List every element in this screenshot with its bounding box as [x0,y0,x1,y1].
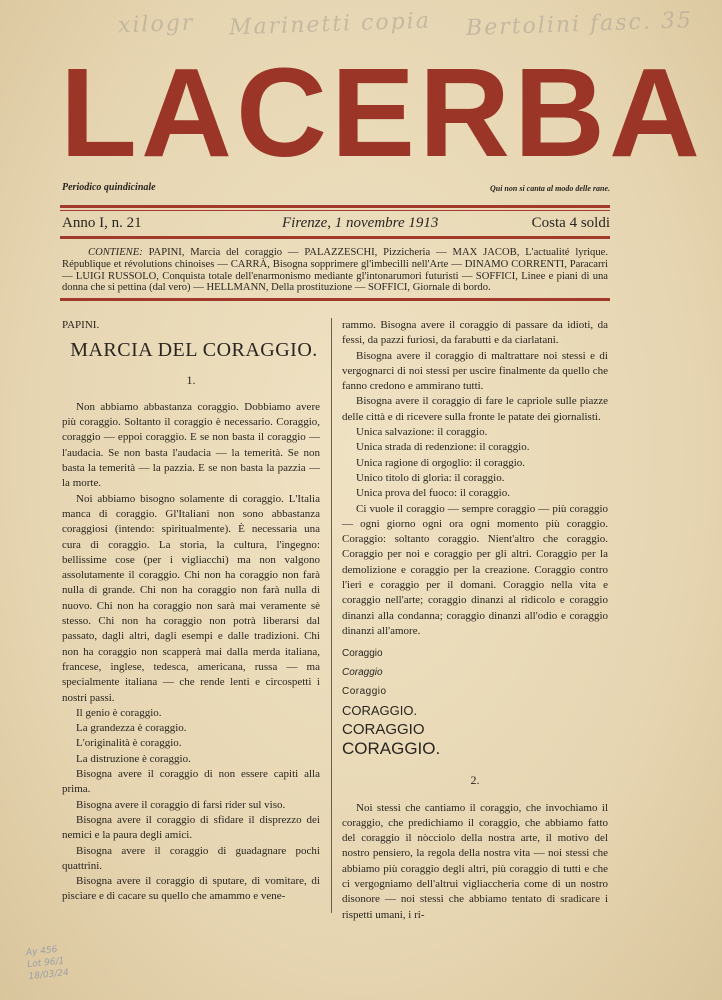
red-rule-top-thin [60,210,610,211]
paragraph: Unico titolo di gloria: il coraggio. [356,471,505,484]
red-rule-top [60,205,610,208]
paragraph: Bisogna avere il coraggio di farsi rider sul viso. [76,798,286,811]
table-of-contents [62,247,608,294]
crescendo-word: Coraggio [342,648,383,660]
paragraph: Noi abbiamo bisogno solamente di coraggio. L'Italia manca di coraggio. Gl'Italiani non sono abbastanza coraggiosi (intendo: spiritualmente). È necessaria una cura di coraggio. La storia, la cultura, l'ingegno: bellissime cose (per i vigliacchi) ma non valgono assolutamente il coraggio. Chi non ha coraggio non farà nulla di grande. Chi non ha coraggio non farà nulla di nuovo. Chi non ha coraggio non sarà mai veramente sè stesso. Chi non ha coraggio non potrà liberarsi dal passato, dagli altri, dagli esempi e dalle tradizioni. Chi non ha coraggio non scapperà mai dalla merda italiana, francese, inglese, tedesca, americana, russa — ma specialmente italiana — che rende lenti e circospetti i nostri passi. [62,492,320,704]
article-author: PAPINI. [62,319,100,331]
issue-number: Anno I, n. 21 [62,215,142,231]
price: Costa 4 soldi [531,215,610,231]
paragraph: Bisogna avere il coraggio di guadagnare pochi quattrini. [62,844,320,872]
paragraph: Bisogna avere il coraggio di sfidare il disprezzo dei nemici e la paura degli amici. [62,813,320,842]
paragraph: La grandezza è coraggio. [76,722,187,735]
stamp-line: Lot 96/1 [26,956,65,971]
archive-stamp [25,941,90,999]
dateline: Firenze, 1 novembre 1913 [282,215,439,231]
paragraph: Bisogna avere il coraggio di maltrattare noi stessi e di vergognarci di noi stessi per uscire finalmente da quello che fanno credono e ammirano tutti. [342,349,608,393]
crescendo-word: CORAGGIO. [342,703,418,719]
contents-text: PAPINI, Marcia del coraggio — PALAZZESCHI, Pizzicheria — MAX JACOB, L'actualité lyrique. République et révolutions chinoises — CARRÀ, Bisogna sopprimere gl'imbecilli nell'Arte — DINAMO CORRENTI, Paracarri — LUIGI RUSSOLO, Conquista totale dell'enarmonismo mediante gl'intonarumori futuristi — SOFFICI, Linee e piani di una donna che si pettina (dal vero) — HELLMANN, Della prostituzione — SOFFICI, Giornale di bordo. [62,247,608,294]
paragraph: Bisogna avere il coraggio di sputare, di vomitare, di pisciare e di cacare su quello che amammo e vene- [62,875,320,903]
crescendo-word: Coraggio [342,667,383,679]
red-rule-mid [60,236,610,239]
pencil-note: Bertolini fasc. 35 [465,8,694,41]
section-number: 2. [470,773,480,788]
periodical-subtitle: Periodico quindicinale [62,182,156,193]
paragraph: Unica ragione di orgoglio: il coraggio. [356,456,526,469]
paragraph: Unica strada di redenzione: il coraggio. [356,441,530,454]
paragraph: Bisogna avere il coraggio di fare le capriole sulle piazze delle città e di ricevere sulla fronte le patate dei giornalisti. [342,395,608,423]
contents-label: CONTIENE: [88,247,143,258]
pencil-note: xilogr [117,10,195,39]
right-column [342,318,608,923]
motto: Qui non si canta al modo delle rane. [489,184,610,193]
stamp-line: Ay 456 [25,944,58,959]
issue-info-row [62,215,610,233]
stamp-line: 18/03/24 [28,967,70,983]
article-title: MARCIA DEL CORAGGIO. [70,339,318,362]
column-divider [331,318,332,913]
pencil-note: Marinetti copia [228,8,432,41]
crescendo-word: CORAGGIO [342,721,425,739]
paragraph: L'originalità è coraggio. [76,737,182,750]
paragraph: La distruzione è coraggio. [76,752,191,765]
paragraph: Non abbiamo abbastanza coraggio. Dobbiamo avere più coraggio. Soltanto il coraggio è necessario. Coraggio, coraggio — eppoi coraggio. E se non basta il coraggio — l'audacia. Se non basta l'audacia — la temerità. Se non basta la temerità — la pazzia. E se non basta la pazzia — la morte. [62,400,320,490]
red-rule-bottom [60,298,610,301]
paragraph: Bisogna avere il coraggio di non essere capiti alla prima. [62,768,320,796]
paragraph: Unica prova del fuoco: il coraggio. [356,487,510,500]
paragraph: Noi stessi che cantiamo il coraggio, che invochiamo il coraggio, che predichiamo il coraggio, che abbiamo fatto del coraggio il nòcciolo della nostra arte, il motivo del nostro pensiero, la regola della nostra vita — noi stessi che abbiamo più coraggio degli altri, più coraggio di tutti e che ci vergogniamo dell'altrui vigliaccheria come di un nostro disonore — noi stessi che abbiamo tentato di sradicare i rispetti umani, i ri- [342,801,608,921]
paragraph: Unica salvazione: il coraggio. [356,426,488,439]
crescendo-word: Coraggio [342,686,387,698]
crescendo-word: CORAGGIO. [342,739,441,759]
paragraph: Ci vuole il coraggio — sempre coraggio — più coraggio — ogni giorno ogni ora ogni momento più coraggio. Coraggio: soltanto coraggio. Nient'altro che coraggio. Coraggio per noi e coraggio per gli altri. Coraggio per la demolizione e coraggio per la creazione. Coraggio contro l'ieri e coraggio per il domani. Coraggio nella vita e coraggio nell'arte; coraggio dinanzi al ridicolo e coraggio dinanzi alla condanna; coraggio dinanzi all'odio e coraggio dinanzi all'amore. [342,502,608,637]
left-column [62,318,320,905]
tagline-row [62,182,610,198]
masthead-title: LACERBA [60,42,704,183]
section-number: 1. [186,372,196,387]
paragraph: Il genio è coraggio. [76,706,162,719]
paragraph: rammo. Bisogna avere il coraggio di passare da idioti, da fessi, da pazzi furiosi, da farabutti e da ciarlatani. [342,319,608,347]
